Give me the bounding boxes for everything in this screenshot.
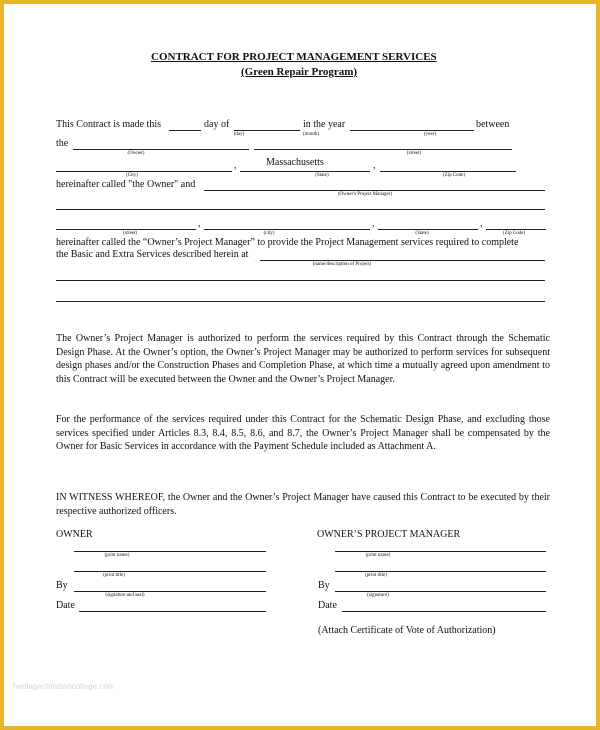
day-field[interactable] [169, 130, 201, 131]
owner-state-value: Massachusetts [266, 157, 324, 168]
project-line-2[interactable] [56, 280, 545, 281]
owner-print-title-field[interactable] [74, 571, 266, 572]
intro-day-of-text: day of [204, 119, 230, 130]
street2-caption: (street) [122, 231, 138, 236]
comma-3: , [198, 218, 201, 229]
services-described-text: the Basic and Extra Services described herein at [56, 249, 249, 260]
owner-caption: (Owner) [127, 151, 145, 156]
owner-city-field[interactable] [56, 171, 232, 172]
opm-date-field[interactable] [342, 611, 546, 612]
year-caption: (year) [424, 132, 436, 137]
project-caption: (name/description of Project) [312, 262, 372, 267]
intro-between-text: between [476, 119, 510, 130]
owner-heading: OWNER [56, 529, 93, 540]
owner-street-field[interactable] [254, 149, 512, 150]
hereinafter-opm-text: hereinafter called the “Owner’s Project Manager” to provide the Project Management services required to complete [56, 237, 519, 248]
hereinafter-owner-text: hereinafter called "the Owner" and [56, 179, 196, 190]
owner-date-field[interactable] [79, 611, 266, 612]
comma-4: , [372, 218, 375, 229]
owner-signature-field[interactable] [74, 591, 266, 592]
year-field[interactable] [350, 130, 474, 131]
zip-caption: (Zip Code) [442, 173, 466, 178]
contract-page [4, 4, 596, 726]
opm-zip-field[interactable] [486, 229, 546, 230]
paragraph-witness: IN WITNESS WHEREOF, the Owner and the Owner’s Project Manager have caused this Contract to be executed by their respective authorized officers. [56, 492, 550, 517]
opm-by-label: By [318, 580, 330, 591]
opm-heading: OWNER’S PROJECT MANAGER [317, 529, 461, 540]
opm-city-field[interactable] [204, 229, 370, 230]
owner-by-label: By [56, 580, 68, 591]
opm-caption: (Owner's Project Manager) [337, 192, 393, 197]
intro-made-text: This Contract is made this [56, 119, 161, 130]
month-field[interactable] [234, 130, 300, 131]
owner-zip-field[interactable] [380, 171, 516, 172]
city-caption: (City) [126, 173, 138, 178]
project-line-3[interactable] [56, 301, 545, 302]
attach-certificate-note: (Attach Certificate of Vote of Authorization) [318, 625, 496, 636]
owner-print-title-caption: (print title) [103, 573, 125, 578]
project-name-field[interactable] [260, 260, 545, 261]
month-caption: (month) [302, 132, 320, 137]
opm-print-name-caption: (print name) [365, 553, 391, 558]
owner-print-name-field[interactable] [74, 551, 266, 552]
intro-in-year-text: in the year [303, 119, 346, 130]
comma-5: , [480, 218, 483, 229]
zip2-caption: (Zip Code) [502, 231, 526, 236]
opm-signature-caption: (signature) [367, 593, 389, 598]
paragraph-compensation: For the performance of the services required under this Contract for the Schematic Design Phase, and excluding those services specified under Articles 8.3, 8.4, 8.5, 8.6, and 8.7, the Owner’s Project Manager shall be compensated by the Owner for Basic Services in accordance with the Payment Schedule included as Attachment A. [56, 414, 550, 452]
state-caption: (State) [315, 173, 329, 178]
opm-print-title-field[interactable] [335, 571, 546, 572]
opm-print-title-caption: (print title) [365, 573, 387, 578]
opm-extra-line[interactable] [56, 209, 545, 210]
opm-print-name-field[interactable] [335, 551, 546, 552]
opm-name-field[interactable] [204, 190, 545, 191]
opm-street-field[interactable] [56, 229, 196, 230]
street-caption: (street) [406, 151, 422, 156]
intro-the-text: the [56, 138, 69, 149]
city2-caption: (city) [263, 231, 275, 236]
state2-caption: (State) [415, 231, 429, 236]
opm-state-field[interactable] [378, 229, 478, 230]
owner-state-field[interactable] [240, 171, 370, 172]
paragraph-authorization: The Owner’s Project Manager is authorized to perform the services required by this Contract through the Schematic Design Phase. At the Owner’s option, the Owner’s Project Manager may be authorized to perform services for subsequent design phases and/or the Construction Phases and Completion Phase, at which time a mutually agreed upon amendment to this Contract will be executed between the Owner and the Owner’s Project Manager. [56, 333, 550, 385]
owner-print-name-caption: (print name) [104, 553, 130, 558]
contract-subtitle: (Green Repair Program) [241, 66, 358, 78]
owner-date-label: Date [56, 600, 75, 611]
contract-title: CONTRACT FOR PROJECT MANAGEMENT SERVICES [151, 51, 437, 63]
owner-name-field[interactable] [73, 149, 249, 150]
opm-signature-field[interactable] [335, 591, 546, 592]
comma-1: , [234, 160, 237, 171]
opm-date-label: Date [318, 600, 337, 611]
owner-signature-caption: (signature and seal) [105, 593, 145, 598]
watermark-text: heritagechristiancollege.com [13, 682, 115, 691]
comma-2: , [373, 160, 376, 171]
day-caption: (day) [233, 132, 245, 137]
